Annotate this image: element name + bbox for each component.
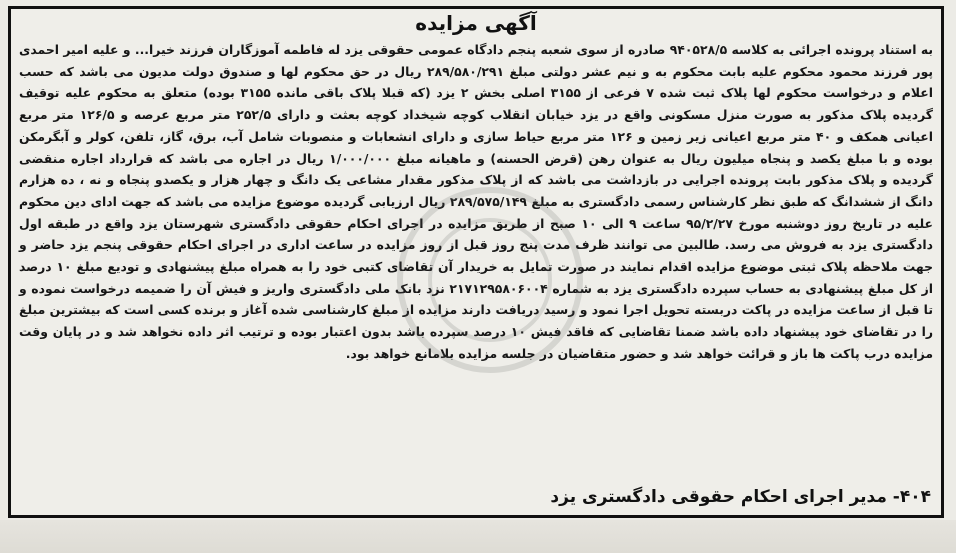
notice-title: آگهی مزایده	[415, 11, 537, 35]
bottom-margin	[0, 520, 956, 553]
notice-signature: ۴۰۴- مدیر اجرای احکام حقوقی دادگستری یزد	[550, 487, 931, 507]
notice-body: به استناد پرونده اجرائی به کلاسه ۹۴۰۵۲۸/۵ صادره از سوی شعبه پنجم دادگاه عمومی حقوقی یزد له فاطمه آموزگاران فرزند خیرا... و علیه امیر احمدی پور فرزند محمود محکوم علیه بابت محکوم به و نیم عشر دولتی مبلغ ۲۸۹/۵۸۰/۲۹۱ ریال در حق محکوم لها و صندوق دولت مدیون می باشد که حسب اعلام و درخواست محکوم لها پلاک ثبت شده ۷ فرعی از ۳۱۵۵ اصلی بخش ۲ یزد (که قبلا پلاک باقی مانده ۳۱۵۵ بوده) متعلق به محکوم علیه توقیف گردیده پلاک مذکور به صورت منزل مسکونی واقع در یزد خیابان انقلاب کوچه شیخداد کوچه بعثت و دارای ۲۵۲/۵ متر مربع عرصه و ۱۲۶/۵ متر مربع اعیانی همکف و ۴۰ متر مربع اعیانی زیر زمین و ۱۲۶ متر مربع حیاط سازی و دارای انشعابات و منصوبات شامل آب، برق، گاز، تلفن، کولر و آبگرمکن بوده و با مبلغ یکصد و پنجاه میلیون ریال به عنوان رهن (قرض الحسنه) و ماهیانه مبلغ ۱/۰۰۰/۰۰۰ ریال در اجاره می باشد که قرارداد اجاره منقضی گردیده و پلاک مذکور بابت پرونده اجرایی در بازداشت می باشد که از پلاک مذکور مقدار مشاعی یک دانگ و چهار هزار و یکصدو پنجاه و نه ، ده هزارم دانگ از ششدانگ که طبق نظر کارشناس رسمی دادگستری به مبلغ ۲۸۹/۵۷۵/۱۴۹ ریال ارزیابی گردیده موضوع مزایده می باشد که جهت ادای دین محکوم علیه در تاریخ روز دوشنبه مورخ ۹۵/۲/۲۷ ساعت ۹ الی ۱۰ صبح از طریق مزایده در اجرای احکام حقوقی دادگستری شهرستان یزد واقع در طبقه اول دادگستری یزد به فروش می رسد. طالبین می توانند ظرف مدت پنج روز قبل از روز مزایده در ساعت اداری در اجرای احکام حقوقی پنجم یزد حاضر و جهت ملاحظه پلاک ثبتی موضوع مزایده اقدام نمایند در صورت تمایل به خریدار آن تقاضای کتبی خود را به همراه مبلغ پیشنهادی و تودیع مبلغ ۱۰ درصد از کل مبلغ پیشنهادی به حساب سپرده دادگستری یزد به شماره ۲۱۷۱۲۹۵۸۰۶۰۰۴ نزد بانک ملی دادگستری واریز و فیش آن را ضمیمه درخواست نموده و تا قبل از ساعت مزایده در پاکت دربسته تحویل اجرا نمود و رسید دریافت دارند مزایده از مبلغ کارشناسی شده آغاز و برنده کسی است که بیشترین مبلغ را در تقاضای خود پیشنهاد داده باشد ضمنا تقاضایی که فاقد فیش ۱۰ درصد سپرده باشد بدون اعتبار بوده و ترتیب اثر داده نخواهد شد و در پایان وقت مزایده درب پاکت ها باز و قرائت خواهد شد و حضور متقاضیان در جلسه مزایده بلامانع خواهد بود.	[19, 42, 934, 361]
notice-frame	[8, 6, 944, 518]
